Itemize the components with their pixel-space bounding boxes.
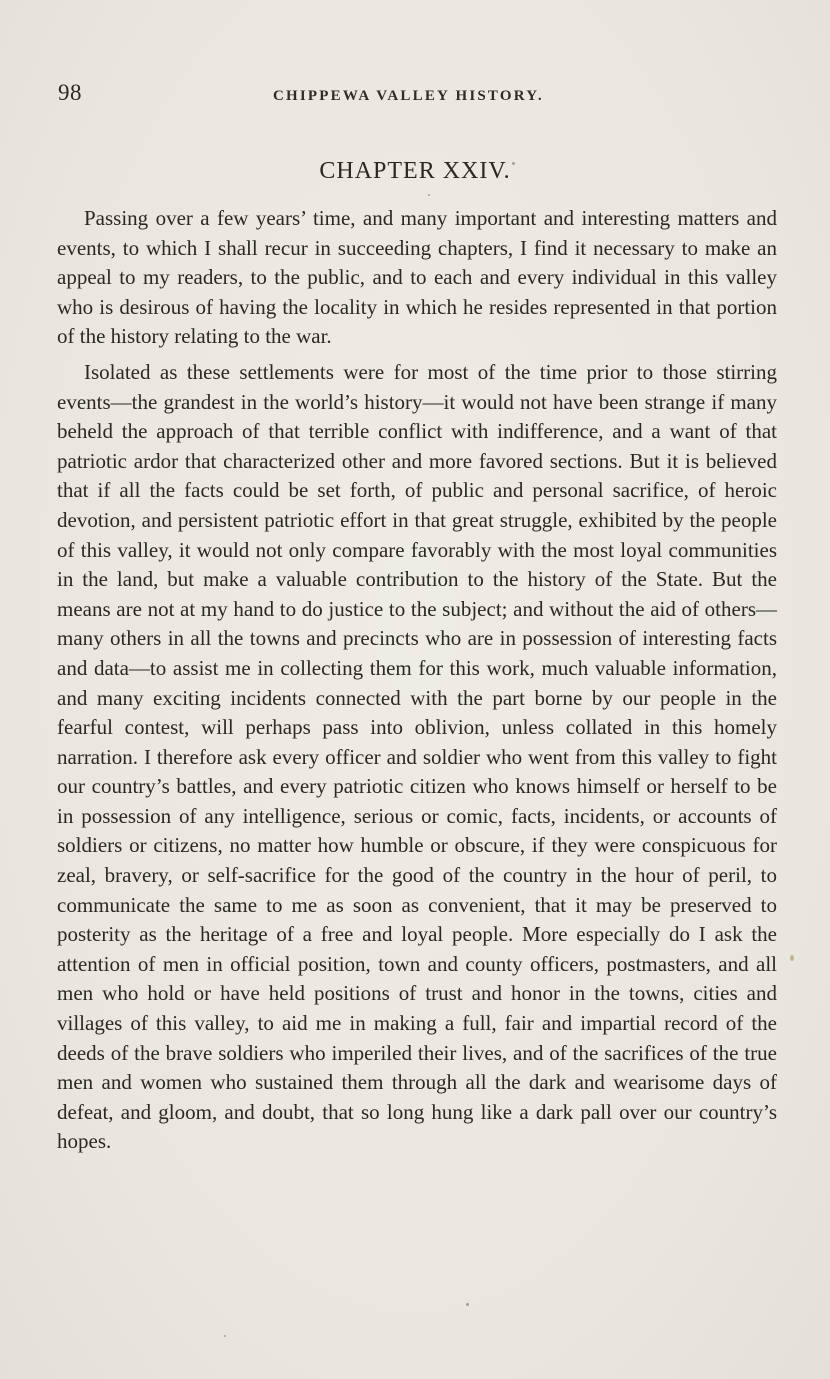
paper-speck — [428, 194, 430, 196]
paper-speck — [790, 955, 794, 961]
paper-speck — [466, 1303, 469, 1306]
running-title: CHIPPEWA VALLEY HISTORY. — [273, 88, 544, 104]
running-head — [58, 80, 778, 110]
paragraph-2: Isolated as these settlements were for most of the time prior to those stirring events—the grandest in the world’s history—it would not have been strange if many beheld the approach of that terrible conflict with indifference, and a want of that patriotic ardor that characterized other and more favored sections. But it is believed that if all the facts could be set forth, of public and personal sacrifice, of heroic devotion, and persistent patriotic effort in that great struggle, exhibited by the people of this valley, it would not only compare favorably with the most loyal communities in the land, but make a valuable contribution to the history of the State. But the means are not at my hand to do justice to the subject; and without the aid of others—many others in all the towns and precincts who are in possession of interesting facts and data—to assist me in collecting them for this work, much valuable information, and many exciting incidents connected with the part borne by our people in the fearful contest, will perhaps pass into oblivion, unless collated in this homely narration. I therefore ask every officer and soldier who went from this valley to fight our country’s battles, and every patriotic citizen who knows himself or herself to be in possession of any intelligence, serious or comic, facts, incidents, or accounts of soldiers or citizens, no matter how humble or obscure, if they were conspicuous for zeal, bravery, or self-sacrifice for the good of the country in the hour of peril, to communicate the same to me as soon as convenient, that it may be preserved to posterity as the heritage of a free and loyal people. More especially do I ask the attention of men in official position, town and county officers, postmasters, and all men who hold or have held positions of trust and honor in the towns, cities and villages of this valley, to aid me in making a full, fair and impartial record of the deeds of the brave soldiers who imperiled their lives, and of the sacrifices of the true men and women who sustained them through all the dark and wearisome days of defeat, and gloom, and doubt, that so long hung like a dark pall over our country’s hopes. — [57, 359, 777, 1154]
paper-speck — [512, 162, 515, 165]
body-text — [57, 204, 777, 1163]
chapter-heading: CHAPTER XXIV. — [319, 158, 511, 184]
page-number: 98 — [58, 80, 82, 105]
paragraph-1: Passing over a few years’ time, and many important and interesting matters and events, to which I shall recur in succeeding chapters, I find it necessary to make an appeal to my readers, to the public, and to each and every individual in this valley who is desirous of having the locality in which he resides represented in that portion of the history relating to the war. — [57, 206, 777, 349]
paper-speck — [224, 1335, 226, 1337]
